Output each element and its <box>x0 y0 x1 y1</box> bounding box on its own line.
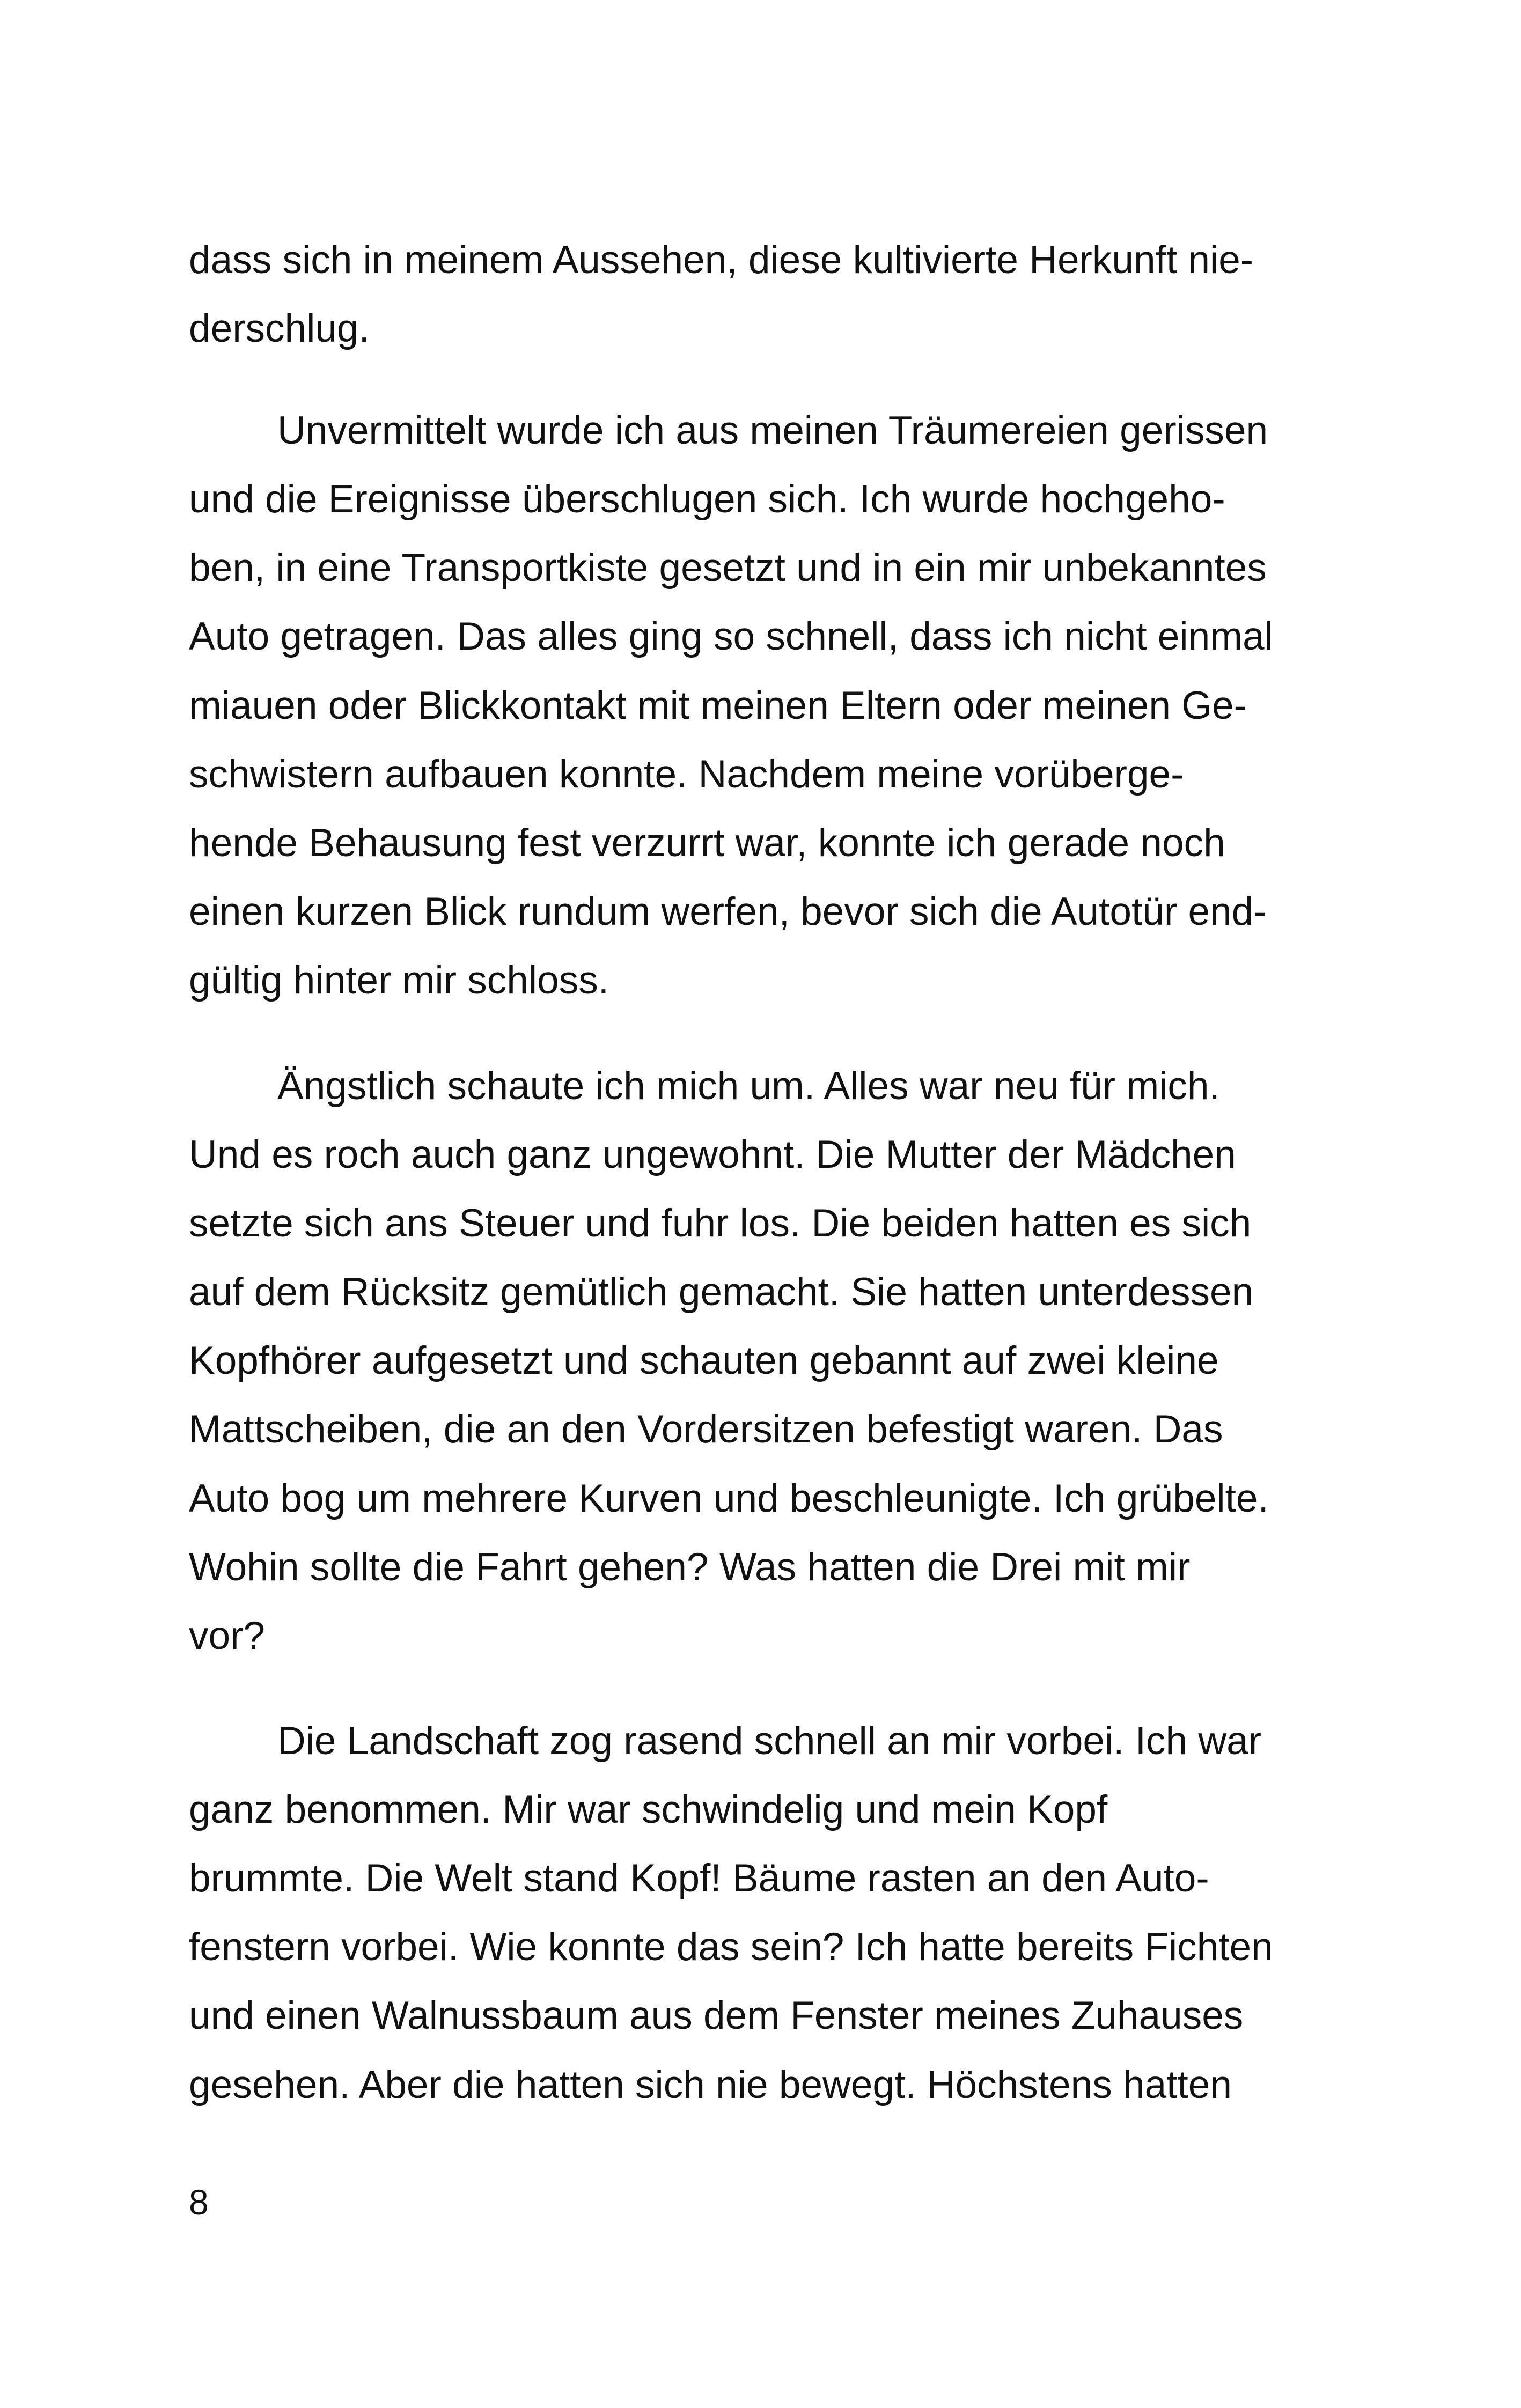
paragraph-2-line-7: hende Behausung fest verzurrt war, konnte ich gerade noch <box>189 821 1225 865</box>
paragraph-3-line-2: Und es roch auch ganz ungewohnt. Die Mutter der Mädchen <box>189 1133 1236 1176</box>
paragraph-4-line-5: und einen Walnussbaum aus dem Fenster meines Zuhauses <box>189 1994 1244 2037</box>
paragraph-1-line-2: derschlug. <box>189 307 370 350</box>
paragraph-2-line-6: schwistern aufbauen konnte. Nachdem meine vorüberge- <box>189 753 1184 796</box>
paragraph-3-line-3: setzte sich ans Steuer und fuhr los. Die beiden hatten es sich <box>189 1202 1252 1245</box>
paragraph-2-line-2: und die Ereignisse überschlugen sich. Ich wurde hochgeho- <box>189 477 1225 521</box>
paragraph-2-line-3: ben, in eine Transportkiste gesetzt und in ein mir unbekanntes <box>189 546 1267 590</box>
paragraph-1-line-1: dass sich in meinem Aussehen, diese kultivierte Herkunft nie- <box>189 238 1254 282</box>
paragraph-4-line-4: fenstern vorbei. Wie konnte das sein? Ich hatte bereits Fichten <box>189 1925 1273 1969</box>
paragraph-4-line-1: Die Landschaft zog rasend schnell an mir vorbei. Ich war <box>277 1719 1262 1763</box>
paragraph-3-line-1: Ängstlich schaute ich mich um. Alles war neu für mich. <box>277 1064 1220 1108</box>
paragraph-3-line-6: Mattscheiben, die an den Vordersitzen befestigt waren. Das <box>189 1408 1223 1451</box>
page-number: 8 <box>189 2182 209 2222</box>
paragraph-2-line-1: Unvermittelt wurde ich aus meinen Träumereien gerissen <box>277 409 1268 452</box>
paragraph-4-line-3: brummte. Die Welt stand Kopf! Bäume rasten an den Auto- <box>189 1857 1209 1900</box>
paragraph-2-line-9: gültig hinter mir schloss. <box>189 959 609 1002</box>
paragraph-2-line-8: einen kurzen Blick rundum werfen, bevor sich die Autotür end- <box>189 890 1267 933</box>
paragraph-3-line-9: vor? <box>189 1614 266 1658</box>
paragraph-3-line-4: auf dem Rücksitz gemütlich gemacht. Sie hatten unterdessen <box>189 1270 1254 1314</box>
paragraph-3-line-7: Auto bog um mehrere Kurven und beschleunigte. Ich grübelte. <box>189 1477 1269 1520</box>
paragraph-2-line-5: miauen oder Blickkontakt mit meinen Eltern oder meinen Ge- <box>189 684 1247 727</box>
paragraph-3-line-5: Kopfhörer aufgesetzt und schauten gebannt auf zwei kleine <box>189 1339 1219 1382</box>
paragraph-4-line-6: gesehen. Aber die hatten sich nie bewegt. Höchstens hatten <box>189 2063 1232 2107</box>
paragraph-4-line-2: ganz benommen. Mir war schwindelig und mein Kopf <box>189 1788 1108 1831</box>
paragraph-2-line-4: Auto getragen. Das alles ging so schnell, dass ich nicht einmal <box>189 615 1273 658</box>
paragraph-3-line-8: Wohin sollte die Fahrt gehen? Was hatten die Drei mit mir <box>189 1545 1191 1589</box>
